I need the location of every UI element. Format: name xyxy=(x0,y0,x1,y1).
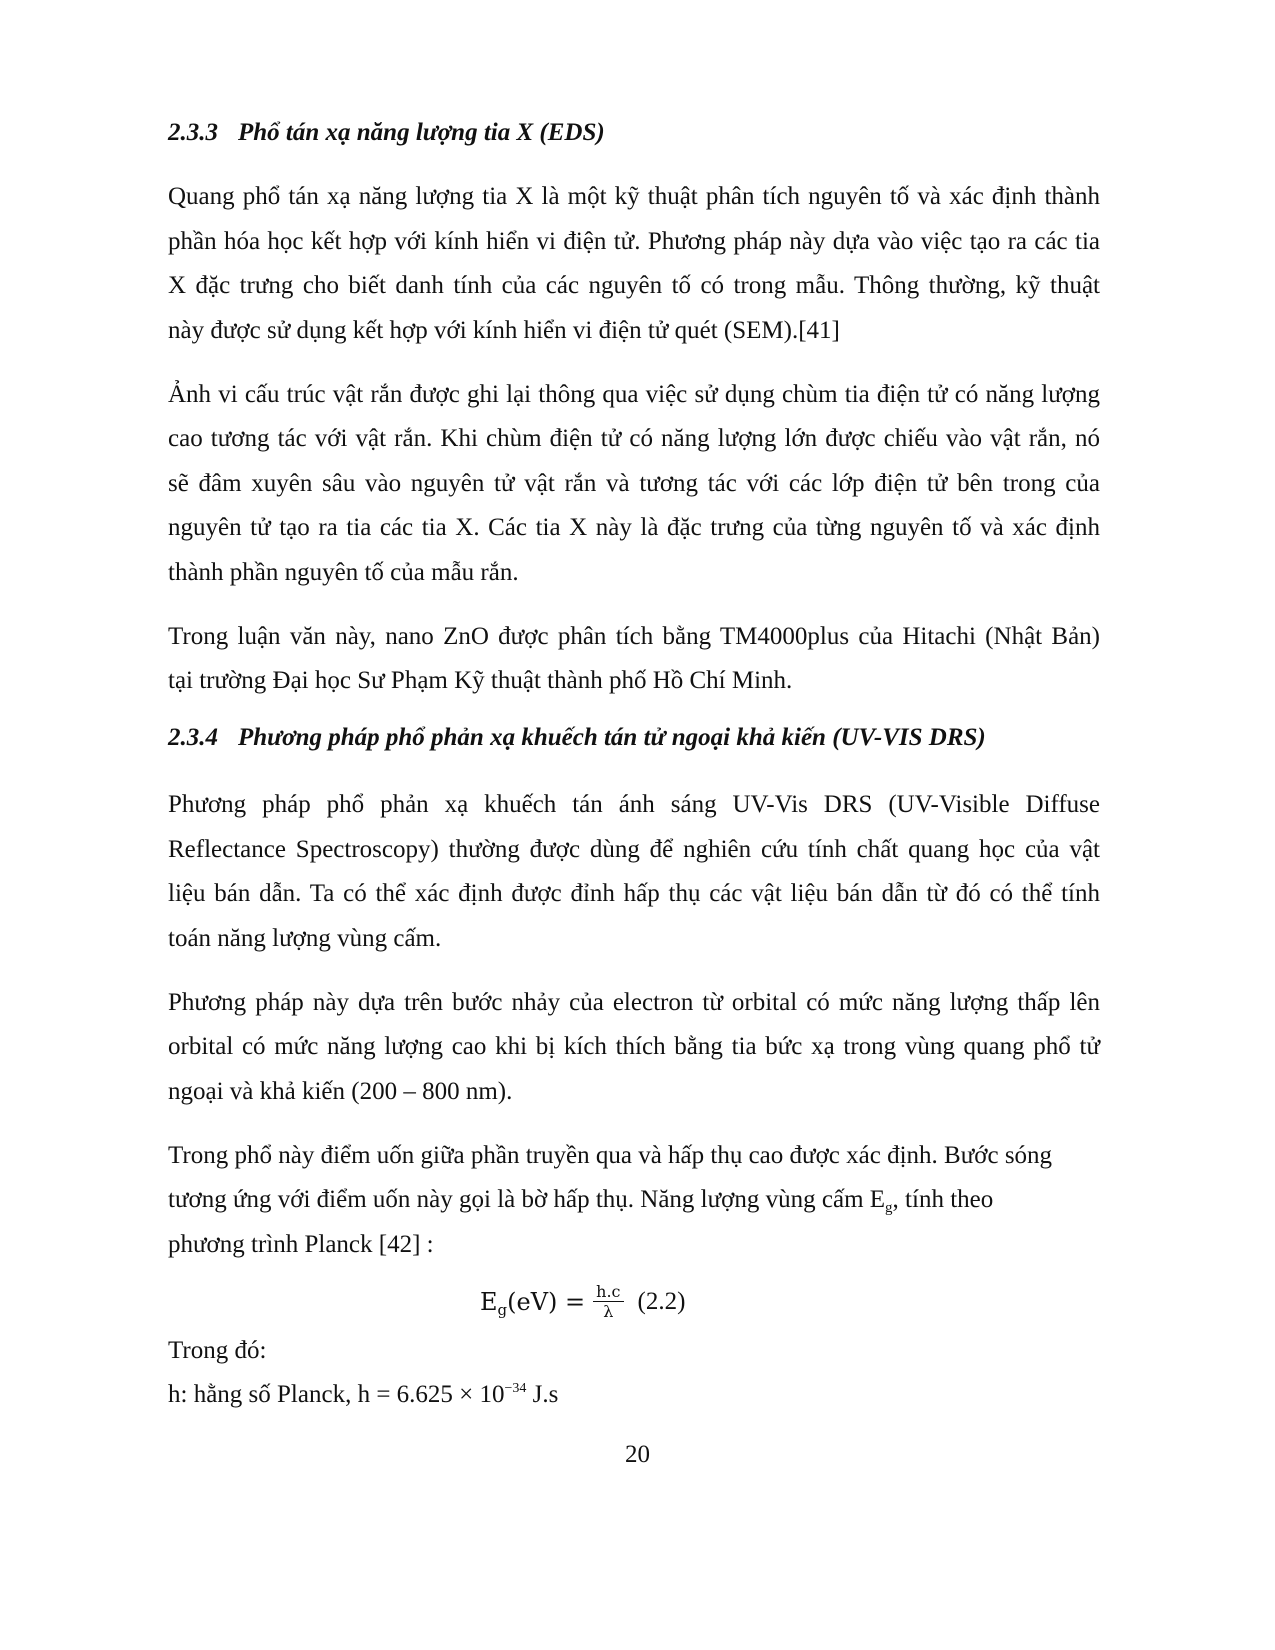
paragraph-line: phần hóa học kết hợp với kính hiển vi điện tử. Phương pháp này dựa vào việc tạo ra các tia xyxy=(168,228,1100,255)
paragraph-line: Phương pháp phổ phản xạ khuếch tán ánh sáng UV-Vis DRS (UV-Visible Diffuse xyxy=(168,791,1100,818)
section-number: 2.3.4 xyxy=(168,724,218,751)
equation-lhs-symbol: E xyxy=(480,1288,498,1316)
paragraph-line: phương trình Planck [42] : xyxy=(168,1231,434,1258)
section-heading-2-3-4 xyxy=(168,723,986,753)
section-number: 2.3.3 xyxy=(168,119,218,146)
section-heading-2-3-3 xyxy=(168,118,605,148)
paragraph-line: X đặc trưng cho biết danh tính của các nguyên tố có trong mẫu. Thông thường, kỹ thuật xyxy=(168,272,1100,299)
planck-exponent: −34 xyxy=(504,1381,527,1396)
paragraph-line xyxy=(168,1185,1100,1218)
paragraph-line: Trong phổ này điểm uốn giữa phần truyền qua và hấp thụ cao được xác định. Bước sóng xyxy=(168,1142,1053,1169)
equation-number: (2.2) xyxy=(637,1288,686,1315)
eg-subscript: g xyxy=(885,1200,893,1216)
paragraph-text: tương ứng với điểm uốn này gọi là bờ hấp thụ. Năng lượng vùng cấm E xyxy=(168,1186,886,1213)
paragraph-line: Ảnh vi cấu trúc vật rắn được ghi lại thông qua việc sử dụng chùm tia điện tử có năng lượng xyxy=(168,381,1100,408)
where-label: Trong đó: xyxy=(168,1337,267,1364)
paragraph-line: toán năng lượng vùng cấm. xyxy=(168,925,442,952)
paragraph-line: sẽ đâm xuyên sâu vào nguyên tử vật rắn và tương tác với các lớp điện tử bên trong của xyxy=(168,470,1100,497)
planck-text: h: hằng số Planck, h = 6.625 × 10 xyxy=(168,1381,505,1408)
equation-lhs-subscript: g xyxy=(497,1301,508,1319)
paragraph-line: cao tương tác với vật rắn. Khi chùm điện tử có năng lượng lớn được chiếu vào vật rắn, nó xyxy=(168,425,1100,452)
equation-fraction xyxy=(593,1283,623,1322)
page-number: 20 xyxy=(625,1441,650,1468)
paragraph-line: tại trường Đại học Sư Phạm Kỹ thuật thành phố Hồ Chí Minh. xyxy=(168,667,793,694)
planck-constant-line xyxy=(168,1380,1100,1414)
paragraph-line: Reflectance Spectroscopy) thường được dùng để nghiên cứu tính chất quang học của vật xyxy=(168,836,1100,863)
paragraph-line: liệu bán dẫn. Ta có thể xác định được đỉnh hấp thụ các vật liệu bán dẫn từ đó có thể tính xyxy=(168,880,1100,907)
fraction-denominator: λ xyxy=(603,1301,614,1321)
section-title: Phương pháp phổ phản xạ khuếch tán tử ngoại khả kiến (UV-VIS DRS) xyxy=(238,724,986,751)
paragraph-line: Trong luận văn này, nano ZnO được phân tích bằng TM4000plus của Hitachi (Nhật Bản) xyxy=(168,623,1100,650)
equation-2-2 xyxy=(480,1272,685,1332)
paragraph-line: này được sử dụng kết hợp với kính hiển vi điện tử quét (SEM).[41] xyxy=(168,317,840,344)
fraction-numerator: h.c xyxy=(593,1283,623,1302)
paragraph-line: orbital có mức năng lượng cao khi bị kích thích bằng tia bức xạ trong vùng quang phổ tử xyxy=(168,1033,1100,1060)
planck-unit: J.s xyxy=(526,1381,559,1408)
paragraph-text: , tính theo xyxy=(892,1186,994,1213)
paragraph-line: Phương pháp này dựa trên bước nhảy của electron từ orbital có mức năng lượng thấp lên xyxy=(168,989,1100,1016)
section-title: Phổ tán xạ năng lượng tia X (EDS) xyxy=(238,119,605,146)
paragraph-line: nguyên tử tạo ra tia các tia X. Các tia X này là đặc trưng của từng nguyên tố và xác định xyxy=(168,514,1100,541)
paragraph-line: Quang phổ tán xạ năng lượng tia X là một kỹ thuật phân tích nguyên tố và xác định thành xyxy=(168,183,1100,210)
equation-lhs-unit: (eV) = xyxy=(507,1288,586,1316)
paragraph-line: ngoại và khả kiến (200 – 800 nm). xyxy=(168,1078,513,1105)
paragraph-line: thành phần nguyên tố của mẫu rắn. xyxy=(168,559,519,586)
